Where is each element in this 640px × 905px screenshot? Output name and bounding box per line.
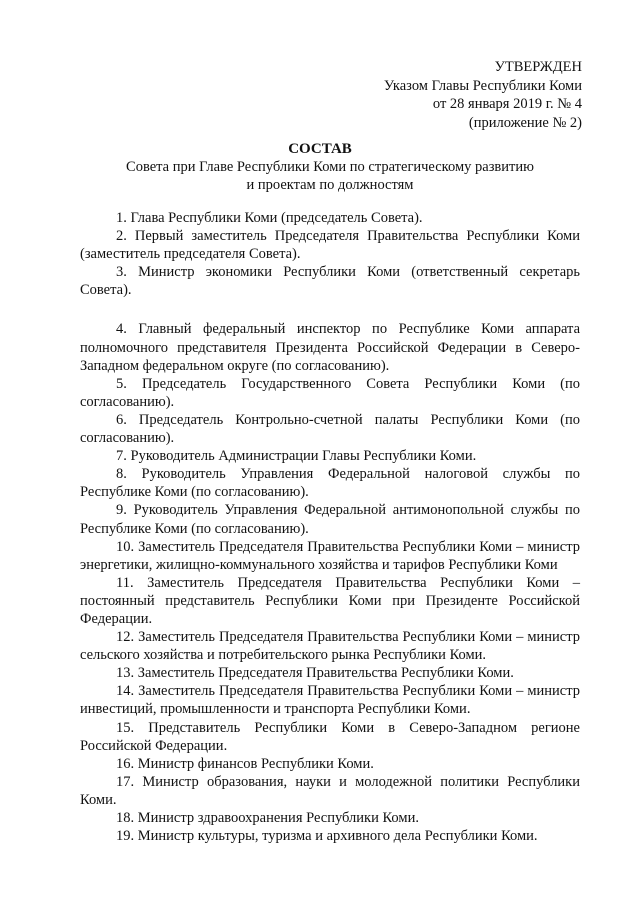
approval-heading: УТВЕРЖДЕН (494, 59, 582, 75)
subtitle-line-1: Совета при Главе Республики Коми по стратегическому развитию (126, 159, 534, 175)
list-item: 13. Заместитель Председателя Правительства Республики Коми. (116, 665, 514, 682)
list-item: 18. Министр здравоохранения Республики Коми. (116, 810, 419, 826)
approval-decree: Указом Главы Республики Коми (383, 77, 582, 94)
document-subtitle (80, 158, 580, 194)
list-item: 9. Руководитель Управления Федеральной антимонопольной службы по Республике Коми (по согласованию). (80, 502, 580, 537)
list-item: 7. Руководитель Администрации Главы Республики Коми. (116, 448, 477, 465)
list-item: 6. Председатель Контрольно-счетной палаты Республики Коми (по согласованию). (80, 411, 580, 447)
list-item: 15. Представитель Республики Коми в Северо-Западном регионе Российской Федерации. (80, 719, 580, 754)
document-title: СОСТАВ (288, 141, 352, 157)
list-item: 16. Министр финансов Республики Коми. (116, 755, 374, 772)
list-item: 5. Председатель Государственного Совета Республики Коми (по согласованию). (80, 375, 580, 410)
approval-appendix: (приложение № 2) (468, 114, 582, 131)
list-item: 17. Министр образования, науки и молодежной политики Республики Коми. (80, 773, 580, 808)
membership-list (80, 209, 580, 845)
list-item: 11. Заместитель Председателя Правительства Республики Коми – постоянный представитель Республики Коми при Президенте Российской Федерации. (80, 574, 580, 627)
list-item: 1. Глава Республики Коми (председатель Совета). (116, 210, 423, 226)
list-item: 2. Первый заместитель Председателя Правительства Республики Коми (заместитель председателя Совета). (80, 228, 580, 263)
approval-date: от 28 января 2019 г. № 4 (432, 96, 582, 112)
list-item: 3. Министр экономики Республики Коми (ответственный секретарь Совета). (80, 264, 580, 299)
list-item: 19. Министр культуры, туризма и архивного дела Республики Коми. (116, 828, 538, 845)
list-item: 4. Главный федеральный инспектор по Республике Коми аппарата полномочного представителя Президента Российской Федерации в Северо-Западном федеральном округе (по согласованию). (80, 321, 580, 374)
subtitle-line-2: и проектам по должностям (246, 177, 414, 193)
list-item: 8. Руководитель Управления Федеральной налоговой службы по Республике Коми (по согласованию). (80, 466, 580, 501)
list-item: 10. Заместитель Председателя Правительства Республики Коми – министр энергетики, жилищно-коммунального хозяйства и тарифов Республики Коми (80, 538, 580, 573)
list-item: 14. Заместитель Председателя Правительства Республики Коми – министр инвестиций, промышленности и транспорта Республики Коми. (80, 683, 580, 718)
approval-block (384, 58, 582, 132)
list-item: 12. Заместитель Председателя Правительства Республики Коми – министр сельского хозяйства и потребительского рынка Республики Коми. (80, 629, 580, 664)
